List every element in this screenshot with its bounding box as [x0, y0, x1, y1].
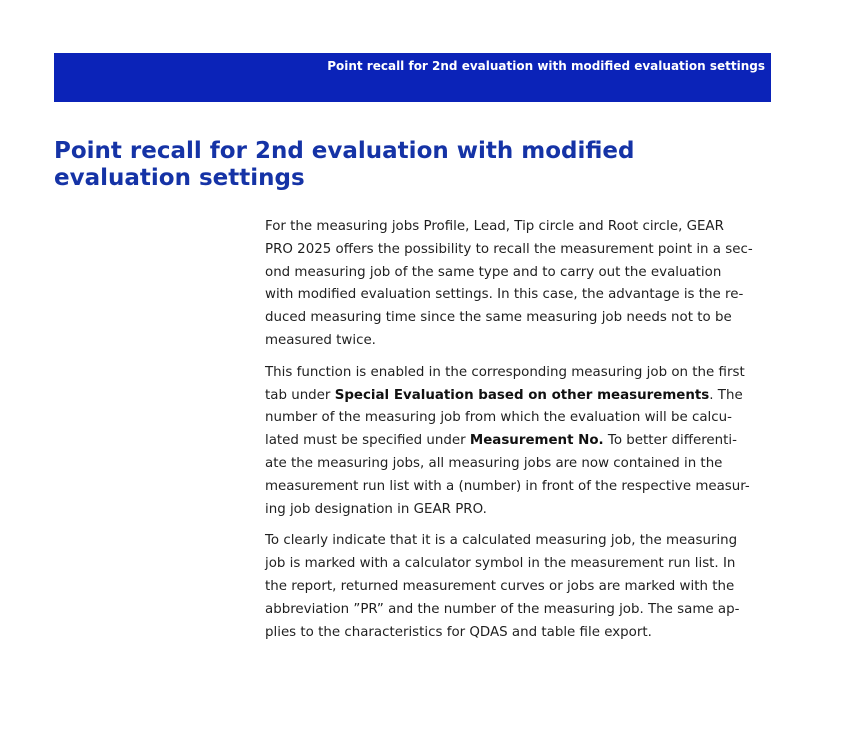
running-header-title: Point recall for 2nd evaluation with modified evaluation settings	[327, 59, 765, 73]
body-text	[265, 216, 755, 653]
paragraph-2-line: number of the measuring job from which the evaluation will be calcu-	[265, 410, 732, 426]
page-title: Point recall for 2nd evaluation with modified evaluation settings	[54, 138, 635, 191]
paragraph-2-line: . The	[709, 387, 743, 403]
paragraph-2	[265, 362, 755, 522]
paragraph-3-line: job is marked with a calculator symbol in the measurement run list. In	[265, 556, 736, 572]
paragraph-3-line: the report, returned measurement curves or jobs are marked with the	[265, 578, 735, 594]
paragraph-3-line: To clearly indicate that it is a calculated measuring job, the measuring	[265, 533, 738, 549]
paragraph-1-line: ond measuring job of the same type and to carry out the evaluation	[265, 264, 722, 280]
paragraph-3-line: plies to the characteristics for QDAS and table file export.	[265, 624, 652, 640]
special-evaluation-term: Special Evaluation based on other measurements	[334, 387, 710, 403]
paragraph-2-line: lated must be specified under	[265, 433, 470, 449]
paragraph-1	[265, 216, 755, 353]
measurement-no-term: Measurement No.	[469, 433, 604, 449]
paragraph-1-line: with modified evaluation settings. In this case, the advantage is the re-	[265, 287, 744, 303]
paragraph-2-line: ing job designation in GEAR PRO.	[265, 501, 487, 517]
paragraph-2-line: measurement run list with a (number) in front of the respective measur-	[265, 478, 750, 494]
paragraph-1-line: duced measuring time since the same measuring job needs not to be	[265, 310, 732, 326]
paragraph-2-line: To better differenti-	[603, 433, 737, 449]
paragraph-3	[265, 530, 755, 644]
paragraph-2-line: ate the measuring jobs, all measuring jobs are now contained in the	[265, 455, 723, 471]
running-header-bar	[54, 53, 771, 102]
paragraph-1-line: measured twice.	[265, 332, 376, 348]
paragraph-2-line: tab under	[265, 387, 335, 403]
paragraph-1-line: For the measuring jobs Profile, Lead, Tip circle and Root circle, GEAR	[265, 219, 724, 234]
paragraph-2-line: This function is enabled in the corresponding measuring job on the first	[265, 364, 745, 380]
paragraph-3-line: abbreviation ”PR” and the number of the measuring job. The same ap-	[265, 601, 740, 617]
paragraph-1-line: PRO 2025 offers the possibility to recall the measurement point in a sec-	[265, 241, 753, 257]
